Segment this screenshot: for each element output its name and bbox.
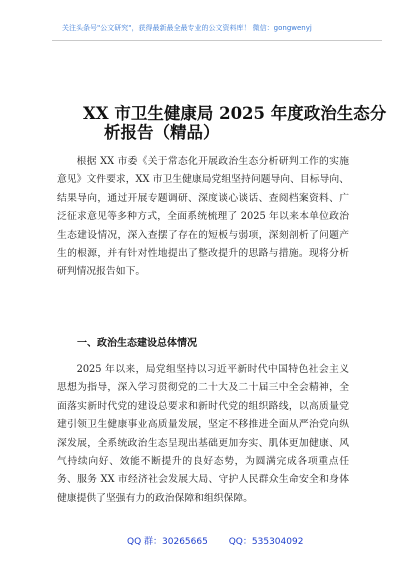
header-promo-text: 关注头条号"公文研究"，获得最新最全最专业的公文资料库！ 微信：gongwenyj xyxy=(62,24,312,32)
intro-paragraph: 根据 XX 市委《关于常态化开展政治生态分析研判工作的实施意见》文件要求，XX 市卫生健康局党组坚持问题导向、目标导向、结果导向，通过开展专题调研、深度谈心谈话、查阅档案资料、广泛征求意见等多种方式，全面系统梳理了 2025 年以来本单位政治生态建设情况，深入查摆了存在的短板与弱项，深刻剖析了问题产生的根源，并有针对性地提出了整改提升的思路与措施。现将分析研判情况报告如下。 xyxy=(57,156,349,278)
document-title xyxy=(83,104,387,142)
section-heading: 一、政治生态建设总体情况 xyxy=(77,338,197,349)
document-title-line2: 析报告（精品） xyxy=(104,123,220,142)
footer-qq-group: QQ 群：30265665 xyxy=(127,537,208,547)
section-paragraph: 2025 年以来，局党组坚持以习近平新时代中国特色社会主义思想为指导，深入学习贯彻党的二十大及二十届三中全会精神，全面落实新时代党的建设总要求和新时代党的组织路线，以高质量党建引领卫生健康事业高质量发展，坚定不移推进全面从严治党向纵深发展，全系统政治生态呈现出基础更加夯实、肌体更加健康、风气持续向好、效能不断提升的良好态势，为圆满完成各项重点任务、服务 XX 市经济社会发展大局、守护人民群众生命安全和身体健康提供了坚强有力的政治保障和组织保障。 xyxy=(57,364,349,504)
footer-qq-number: QQ：535304092 xyxy=(228,537,304,547)
document-title-line1: XX 市卫生健康局 2025 年度政治生态分 xyxy=(83,104,387,123)
footer-contact xyxy=(127,537,303,548)
header-divider xyxy=(52,40,382,41)
